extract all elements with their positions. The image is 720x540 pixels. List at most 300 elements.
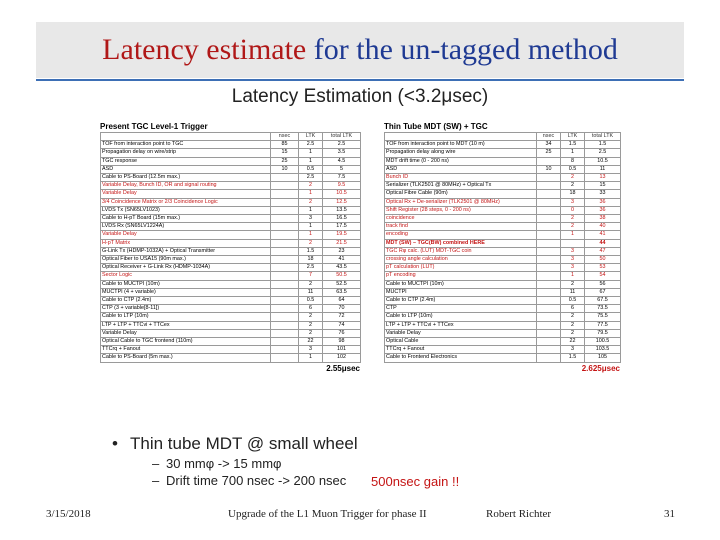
table-row bbox=[101, 215, 361, 223]
row-ltk: 2 bbox=[299, 321, 323, 329]
row-nsec bbox=[271, 272, 299, 280]
row-nsec bbox=[271, 264, 299, 272]
row-nsec bbox=[537, 247, 561, 255]
row-total: 2.5 bbox=[323, 141, 361, 149]
left-header-nsec: nsec bbox=[271, 133, 299, 141]
table-row bbox=[101, 313, 361, 321]
table-row bbox=[101, 280, 361, 288]
row-label: Cable to LTP (10m) bbox=[385, 313, 537, 321]
row-label: MUCTPI bbox=[385, 288, 537, 296]
row-total: 9.5 bbox=[323, 182, 361, 190]
row-nsec: 25 bbox=[271, 157, 299, 165]
row-total: 101 bbox=[323, 346, 361, 354]
table-row bbox=[385, 297, 621, 305]
row-total: 73.5 bbox=[585, 305, 621, 313]
row-label: H-pT Matrix bbox=[101, 239, 271, 247]
row-ltk: 2.5 bbox=[299, 141, 323, 149]
row-ltk: 6 bbox=[299, 305, 323, 313]
table-row bbox=[385, 346, 621, 354]
row-label: Optical Cable to TGC frontend (110m) bbox=[101, 338, 271, 346]
table-row bbox=[101, 329, 361, 337]
row-label: Cable to PS-Board (12.5m max.) bbox=[101, 174, 271, 182]
row-ltk: 1.5 bbox=[561, 141, 585, 149]
row-label: Cable to LTP (10m) bbox=[101, 313, 271, 321]
row-ltk: 1 bbox=[299, 157, 323, 165]
row-ltk: 2 bbox=[299, 313, 323, 321]
table-row bbox=[385, 215, 621, 223]
row-nsec bbox=[271, 313, 299, 321]
row-total: 12.5 bbox=[323, 198, 361, 206]
row-total: 63.5 bbox=[323, 288, 361, 296]
panel-title: Latency Estimation (<3.2μsec) bbox=[231, 86, 489, 107]
row-ltk: 2 bbox=[299, 329, 323, 337]
row-label: Serializer (TLK2501 @ 80MHz) + Optical Tx bbox=[385, 182, 537, 190]
row-label: Optical Cable bbox=[385, 338, 537, 346]
row-label: TGC response bbox=[101, 157, 271, 165]
slide-title-part1: Latency estimate bbox=[102, 33, 307, 66]
row-ltk: 2 bbox=[561, 329, 585, 337]
row-nsec bbox=[537, 239, 561, 247]
table-row bbox=[101, 305, 361, 313]
table-row bbox=[101, 272, 361, 280]
row-label: Optical Rx + De-serializer (TLK2501 @ 80MHz) bbox=[385, 198, 537, 206]
row-total: 38 bbox=[585, 215, 621, 223]
row-total: 21.5 bbox=[323, 239, 361, 247]
row-total: 10.5 bbox=[323, 190, 361, 198]
row-label: Variable Delay, Bunch ID, OR and signal routing bbox=[101, 182, 271, 190]
row-ltk: 1 bbox=[299, 206, 323, 214]
row-ltk: 2 bbox=[299, 280, 323, 288]
row-total: 72 bbox=[323, 313, 361, 321]
table-row bbox=[385, 329, 621, 337]
table-row bbox=[385, 157, 621, 165]
row-label: MDT (SW) – TGC(BW) combined HERE bbox=[385, 239, 537, 247]
row-label: TGC Rφ calc. (LUT) MDT-TGC coin bbox=[385, 247, 537, 255]
row-nsec bbox=[537, 264, 561, 272]
row-ltk: 1.5 bbox=[299, 247, 323, 255]
sub-bullet-marker: – bbox=[152, 473, 160, 488]
row-total: 41 bbox=[585, 231, 621, 239]
row-label: Cable to PS-Board (5m max.) bbox=[101, 354, 271, 362]
row-ltk: 7 bbox=[299, 272, 323, 280]
row-nsec bbox=[537, 174, 561, 182]
table-row bbox=[101, 321, 361, 329]
table-row bbox=[385, 321, 621, 329]
row-total: 10.5 bbox=[585, 157, 621, 165]
row-ltk: 2 bbox=[561, 182, 585, 190]
row-ltk: 1 bbox=[299, 149, 323, 157]
row-ltk: 3 bbox=[561, 198, 585, 206]
row-nsec bbox=[271, 231, 299, 239]
row-label: Variable Delay bbox=[101, 329, 271, 337]
slide-title-part2: for the un-tagged method bbox=[306, 33, 618, 66]
row-label: Cable to MUCTPI (10m) bbox=[385, 280, 537, 288]
left-latency-table bbox=[100, 122, 360, 373]
row-ltk: 18 bbox=[299, 256, 323, 264]
table-row bbox=[385, 288, 621, 296]
row-ltk: 1 bbox=[561, 149, 585, 157]
row-total: 36 bbox=[585, 198, 621, 206]
row-label: LVDS Rx (SN65LV1224A) bbox=[101, 223, 271, 231]
row-nsec: 34 bbox=[537, 141, 561, 149]
row-nsec bbox=[271, 297, 299, 305]
row-label: coincidence bbox=[385, 215, 537, 223]
row-total: 1.5 bbox=[585, 141, 621, 149]
row-label: Variable Delay bbox=[101, 190, 271, 198]
row-ltk: 3 bbox=[561, 346, 585, 354]
row-total: 41 bbox=[323, 256, 361, 264]
row-nsec: 10 bbox=[537, 165, 561, 173]
row-label: Variable Delay bbox=[385, 329, 537, 337]
row-total: 44 bbox=[585, 239, 621, 247]
row-ltk: 1 bbox=[561, 272, 585, 280]
row-total: 103.5 bbox=[585, 346, 621, 354]
left-table bbox=[100, 132, 361, 363]
row-label: track find bbox=[385, 223, 537, 231]
row-label: pT encoding bbox=[385, 272, 537, 280]
row-label: Propagation delay along wire bbox=[385, 149, 537, 157]
row-nsec bbox=[271, 346, 299, 354]
row-label: Cable to MUCTPI (10m) bbox=[101, 280, 271, 288]
row-total: 47 bbox=[585, 247, 621, 255]
left-header-name bbox=[101, 133, 271, 141]
row-nsec bbox=[271, 190, 299, 198]
bullet-sub-2-text: Drift time 700 nsec -> 200 nsec bbox=[166, 473, 347, 488]
slide-title bbox=[36, 22, 684, 78]
row-label: CTP (3 + variable[8-11]) bbox=[101, 305, 271, 313]
row-nsec bbox=[537, 223, 561, 231]
right-table-header-row bbox=[385, 133, 621, 141]
row-total: 74 bbox=[323, 321, 361, 329]
table-row bbox=[101, 198, 361, 206]
row-total: 105 bbox=[585, 354, 621, 362]
bullet-list bbox=[112, 434, 358, 490]
row-label: TOF from interaction point to TGC bbox=[101, 141, 271, 149]
row-nsec bbox=[537, 329, 561, 337]
row-label: Optical Receiver + G-Link Rx (HDMP-1034A) bbox=[101, 264, 271, 272]
left-table-total: 2.55μsec bbox=[326, 363, 360, 373]
row-total: 100.5 bbox=[585, 338, 621, 346]
row-nsec bbox=[537, 215, 561, 223]
table-row bbox=[101, 247, 361, 255]
row-nsec bbox=[271, 338, 299, 346]
row-label: encoding bbox=[385, 231, 537, 239]
table-row bbox=[385, 305, 621, 313]
row-ltk: 2 bbox=[299, 239, 323, 247]
row-label: Cable to CTP (2.4m) bbox=[385, 297, 537, 305]
row-ltk: 22 bbox=[561, 338, 585, 346]
row-nsec bbox=[271, 329, 299, 337]
row-nsec bbox=[271, 174, 299, 182]
row-label: 3/4 Coincidence Matrix or 2/3 Coincidence Logic bbox=[101, 198, 271, 206]
row-nsec bbox=[537, 346, 561, 354]
row-ltk: 3 bbox=[561, 256, 585, 264]
table-row bbox=[101, 190, 361, 198]
row-total: 4.5 bbox=[323, 157, 361, 165]
row-total: 3.5 bbox=[323, 149, 361, 157]
row-total: 40 bbox=[585, 223, 621, 231]
row-total: 43.5 bbox=[323, 264, 361, 272]
row-ltk: 1 bbox=[299, 231, 323, 239]
row-ltk bbox=[561, 239, 585, 247]
row-label: ASD bbox=[385, 165, 537, 173]
row-ltk: 0.5 bbox=[299, 297, 323, 305]
row-ltk: 0 bbox=[561, 206, 585, 214]
row-label: TTCrq + Fanout bbox=[101, 346, 271, 354]
row-label: Sector Logic bbox=[101, 272, 271, 280]
row-total: 13 bbox=[585, 174, 621, 182]
row-total: 5 bbox=[323, 165, 361, 173]
row-ltk: 1 bbox=[299, 190, 323, 198]
row-label: Optical Fiber to USA15 (90m max.) bbox=[101, 256, 271, 264]
row-total: 70 bbox=[323, 305, 361, 313]
footer-author: Robert Richter bbox=[486, 508, 552, 520]
right-table-total: 2.625μsec bbox=[581, 363, 620, 373]
bullet-main-text: Thin tube MDT @ small wheel bbox=[130, 434, 358, 453]
row-total: 50 bbox=[585, 256, 621, 264]
row-nsec bbox=[271, 288, 299, 296]
bullet-sub-1 bbox=[112, 456, 358, 473]
table-row bbox=[101, 288, 361, 296]
left-table-body bbox=[101, 141, 361, 362]
table-row bbox=[101, 338, 361, 346]
row-label: Variable Delay bbox=[101, 231, 271, 239]
title-divider bbox=[36, 79, 684, 81]
bullet-sub-2 bbox=[112, 473, 358, 490]
row-label: Bunch ID bbox=[385, 174, 537, 182]
row-nsec bbox=[537, 297, 561, 305]
right-table-title: Thin Tube MDT (SW) + TGC bbox=[384, 122, 488, 131]
row-ltk: 2 bbox=[561, 280, 585, 288]
row-ltk: 3 bbox=[561, 247, 585, 255]
row-ltk: 1 bbox=[299, 223, 323, 231]
row-total: 52.5 bbox=[323, 280, 361, 288]
table-row bbox=[101, 157, 361, 165]
right-header-total: total LTK bbox=[585, 133, 621, 141]
row-nsec bbox=[537, 190, 561, 198]
row-nsec bbox=[271, 198, 299, 206]
table-row bbox=[101, 256, 361, 264]
row-total: 75.5 bbox=[585, 313, 621, 321]
row-nsec bbox=[271, 321, 299, 329]
row-nsec bbox=[271, 206, 299, 214]
row-total: 13.5 bbox=[323, 206, 361, 214]
table-row bbox=[101, 297, 361, 305]
table-row bbox=[101, 239, 361, 247]
row-ltk: 2 bbox=[561, 223, 585, 231]
row-total: 53 bbox=[585, 264, 621, 272]
sub-bullet-marker: – bbox=[152, 456, 160, 471]
gain-note: 500nsec gain !! bbox=[371, 474, 460, 489]
row-ltk: 2 bbox=[561, 174, 585, 182]
row-nsec bbox=[537, 231, 561, 239]
row-nsec bbox=[537, 198, 561, 206]
row-nsec bbox=[537, 313, 561, 321]
row-ltk: 11 bbox=[561, 288, 585, 296]
row-total: 79.5 bbox=[585, 329, 621, 337]
row-total: 67 bbox=[585, 288, 621, 296]
table-row bbox=[385, 223, 621, 231]
row-nsec bbox=[271, 247, 299, 255]
row-ltk: 3 bbox=[299, 346, 323, 354]
table-row bbox=[101, 223, 361, 231]
row-ltk: 1 bbox=[299, 354, 323, 362]
row-nsec bbox=[271, 280, 299, 288]
row-ltk: 11 bbox=[299, 288, 323, 296]
row-total: 11 bbox=[585, 165, 621, 173]
row-nsec bbox=[271, 215, 299, 223]
row-nsec bbox=[271, 223, 299, 231]
row-ltk: 18 bbox=[561, 190, 585, 198]
table-row bbox=[385, 313, 621, 321]
table-row bbox=[385, 338, 621, 346]
row-nsec bbox=[271, 239, 299, 247]
table-row bbox=[385, 190, 621, 198]
table-row bbox=[101, 346, 361, 354]
row-ltk: 2 bbox=[561, 215, 585, 223]
row-nsec bbox=[537, 288, 561, 296]
row-nsec: 10 bbox=[271, 165, 299, 173]
row-nsec bbox=[271, 256, 299, 264]
row-ltk: 3 bbox=[561, 264, 585, 272]
row-nsec bbox=[271, 182, 299, 190]
row-nsec: 85 bbox=[271, 141, 299, 149]
row-total: 54 bbox=[585, 272, 621, 280]
row-nsec bbox=[537, 272, 561, 280]
row-total: 7.5 bbox=[323, 174, 361, 182]
table-row bbox=[385, 264, 621, 272]
row-label: TOF from interaction point to MDT (10 m) bbox=[385, 141, 537, 149]
row-ltk: 0.5 bbox=[299, 165, 323, 173]
row-total: 67.5 bbox=[585, 297, 621, 305]
row-nsec bbox=[537, 206, 561, 214]
table-row bbox=[385, 256, 621, 264]
table-row bbox=[101, 182, 361, 190]
page-number: 31 bbox=[664, 508, 675, 520]
row-total: 2.5 bbox=[585, 149, 621, 157]
table-row bbox=[385, 354, 621, 362]
table-row bbox=[101, 149, 361, 157]
table-row bbox=[385, 141, 621, 149]
row-label: G-Link Tx (HDMP-1032A) + Optical Transmitter bbox=[101, 247, 271, 255]
table-row bbox=[101, 206, 361, 214]
table-row bbox=[385, 149, 621, 157]
row-label: Shift Register (28 steps, 0 - 200 ns) bbox=[385, 206, 537, 214]
table-row bbox=[385, 198, 621, 206]
right-header-ltk: LTK bbox=[561, 133, 585, 141]
right-latency-table bbox=[384, 122, 620, 373]
bullet-marker: • bbox=[112, 434, 118, 453]
table-row bbox=[385, 239, 621, 247]
row-label: CTP bbox=[385, 305, 537, 313]
row-nsec: 25 bbox=[537, 149, 561, 157]
table-row bbox=[385, 247, 621, 255]
row-nsec bbox=[537, 354, 561, 362]
row-total: 50.5 bbox=[323, 272, 361, 280]
table-row bbox=[385, 165, 621, 173]
footer-date: 3/15/2018 bbox=[46, 508, 91, 520]
row-nsec bbox=[537, 280, 561, 288]
row-ltk: 2 bbox=[561, 321, 585, 329]
row-total: 77.5 bbox=[585, 321, 621, 329]
bullet-sub-1-text: 30 mmφ -> 15 mmφ bbox=[166, 456, 282, 471]
row-ltk: 2.5 bbox=[299, 264, 323, 272]
row-ltk: 0.5 bbox=[561, 165, 585, 173]
row-ltk: 2 bbox=[299, 198, 323, 206]
row-ltk: 1 bbox=[561, 231, 585, 239]
row-label: ASD bbox=[101, 165, 271, 173]
row-ltk: 2.5 bbox=[299, 174, 323, 182]
row-label: TTCrq + Fanout bbox=[385, 346, 537, 354]
row-label: LTP + LTP + TTCvi + TTCex bbox=[101, 321, 271, 329]
row-label: Propagation delay on wire/strip bbox=[101, 149, 271, 157]
row-nsec bbox=[271, 305, 299, 313]
row-nsec bbox=[537, 305, 561, 313]
footer-title: Upgrade of the L1 Muon Trigger for phase II bbox=[228, 508, 427, 520]
right-table-body bbox=[385, 141, 621, 362]
table-row bbox=[385, 280, 621, 288]
row-ltk: 8 bbox=[561, 157, 585, 165]
row-nsec bbox=[537, 321, 561, 329]
left-table-title: Present TGC Level-1 Trigger bbox=[100, 122, 208, 131]
row-ltk: 2 bbox=[561, 313, 585, 321]
right-header-nsec: nsec bbox=[537, 133, 561, 141]
table-row bbox=[385, 174, 621, 182]
row-label: Cable to CTP (2.4m) bbox=[101, 297, 271, 305]
right-header-name bbox=[385, 133, 537, 141]
row-total: 64 bbox=[323, 297, 361, 305]
right-table bbox=[384, 132, 621, 363]
table-row bbox=[385, 272, 621, 280]
row-label: Optical Fibre Cable (90m) bbox=[385, 190, 537, 198]
row-nsec bbox=[537, 157, 561, 165]
row-nsec bbox=[537, 256, 561, 264]
table-row bbox=[385, 231, 621, 239]
row-label: LTP + LTP + TTCvi + TTCex bbox=[385, 321, 537, 329]
table-row bbox=[101, 141, 361, 149]
row-label: pT calculation (LUT) bbox=[385, 264, 537, 272]
row-total: 102 bbox=[323, 354, 361, 362]
row-nsec: 15 bbox=[271, 149, 299, 157]
row-total: 98 bbox=[323, 338, 361, 346]
table-row bbox=[101, 165, 361, 173]
row-ltk: 2 bbox=[299, 182, 323, 190]
left-table-header-row bbox=[101, 133, 361, 141]
bullet-main bbox=[112, 434, 358, 456]
row-nsec bbox=[271, 354, 299, 362]
row-ltk: 3 bbox=[299, 215, 323, 223]
row-total: 19.5 bbox=[323, 231, 361, 239]
row-total: 33 bbox=[585, 190, 621, 198]
row-label: MUCTPI (4 + variable) bbox=[101, 288, 271, 296]
table-row bbox=[101, 264, 361, 272]
row-ltk: 6 bbox=[561, 305, 585, 313]
row-total: 15 bbox=[585, 182, 621, 190]
row-total: 16.5 bbox=[323, 215, 361, 223]
row-label: Cable to Frontend Electronics bbox=[385, 354, 537, 362]
table-row bbox=[101, 354, 361, 362]
row-label: MDT drift time (0 - 200 ns) bbox=[385, 157, 537, 165]
row-total: 36 bbox=[585, 206, 621, 214]
row-total: 17.5 bbox=[323, 223, 361, 231]
row-label: LVDS Tx (SN65LV1023) bbox=[101, 206, 271, 214]
row-total: 76 bbox=[323, 329, 361, 337]
table-row bbox=[385, 206, 621, 214]
left-header-total: total LTK bbox=[323, 133, 361, 141]
row-ltk: 1.5 bbox=[561, 354, 585, 362]
row-total: 23 bbox=[323, 247, 361, 255]
row-label: crossing angle calculation bbox=[385, 256, 537, 264]
